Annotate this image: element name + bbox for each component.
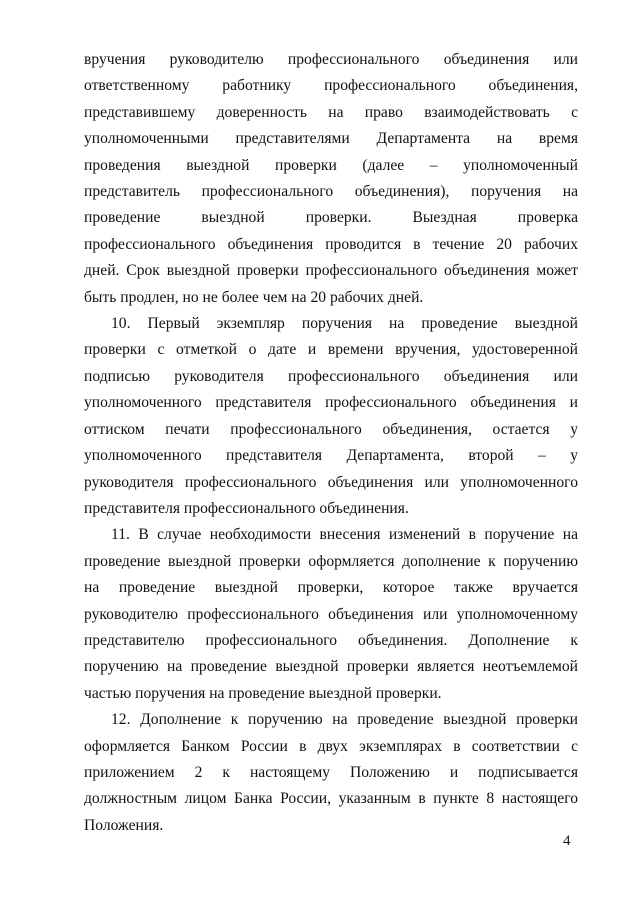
document-body — [84, 47, 578, 839]
text-line: проведения выездной проверки (далее – уполномоченный — [84, 156, 578, 174]
text-line: уполномоченными представителями Департамента на время — [84, 130, 578, 148]
text-line: поручению на проведение выездной проверки является неотъемлемой — [84, 658, 578, 676]
text-line: руководителю профессионального объединения или уполномоченному — [84, 605, 578, 623]
text-line: 12. Дополнение к поручению на проведение выездной проверки — [111, 711, 578, 729]
text-line: должностным лицом Банка России, указанным в пункте 8 настоящего — [84, 790, 578, 808]
text-line: дней. Срок выездной проверки профессионального объединения может — [84, 262, 578, 280]
text-line: частью поручения на проведение выездной проверки. — [84, 684, 442, 702]
text-line: уполномоченного представителя профессионального объединения и — [84, 394, 578, 412]
text-line: подписью руководителя профессионального объединения или — [84, 367, 578, 385]
text-line: проведение выездной проверки оформляется дополнение к поручению — [84, 552, 578, 570]
paragraph-p9-cont — [84, 47, 578, 311]
text-line: руководителя профессионального объединения или уполномоченного — [84, 473, 578, 491]
text-line: профессионального объединения проводится в течение 20 рабочих — [84, 235, 578, 253]
text-line: представившему доверенность на право взаимодействовать с — [84, 103, 578, 121]
text-line: проведение выездной проверки. Выездная проверка — [84, 209, 578, 227]
paragraph-p11 — [84, 522, 578, 707]
paragraph-p12 — [84, 707, 578, 839]
text-line: ответственному работнику профессионального объединения, — [84, 77, 578, 95]
text-line: на проведение выездной проверки, которое также вручается — [84, 579, 578, 597]
text-line: уполномоченного представителя Департамента, второй – у — [84, 447, 578, 465]
text-line: проверки с отметкой о дате и времени вручения, удостоверенной — [84, 341, 578, 359]
text-line: представитель профессионального объединения), поручения на — [84, 183, 578, 201]
page-number: 4 — [563, 833, 571, 849]
text-line: представителю профессионального объединения. Дополнение к — [84, 631, 578, 649]
text-line: оформляется Банком России в двух экземплярах в соответствии с — [84, 737, 578, 755]
text-line: представителя профессионального объединения. — [84, 499, 409, 517]
text-line: быть продлен, но не более чем на 20 рабочих дней. — [84, 288, 424, 306]
text-line: 10. Первый экземпляр поручения на проведение выездной — [111, 315, 578, 333]
paragraph-p10 — [84, 311, 578, 522]
text-line: вручения руководителю профессионального объединения или — [84, 51, 578, 68]
text-line: оттиском печати профессионального объединения, остается у — [84, 420, 578, 438]
text-line: 11. В случае необходимости внесения изменений в поручение на — [111, 526, 578, 544]
text-line: Положения. — [84, 816, 164, 834]
text-line: приложением 2 к настоящему Положению и подписывается — [84, 763, 578, 781]
